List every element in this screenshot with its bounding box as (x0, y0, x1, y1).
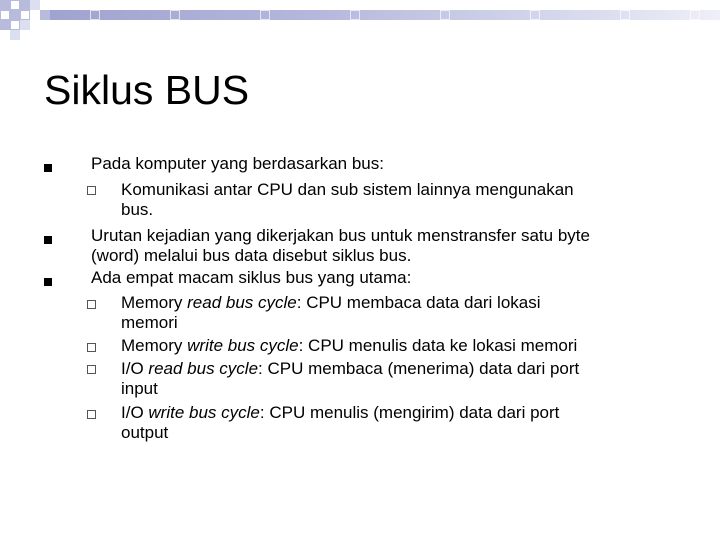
bullet-text: Urutan kejadian yang dikerjakan bus untuk menstransfer satu byte (91, 226, 590, 245)
sub-bullet-text: memori (121, 313, 178, 332)
sub-bullet-marker (87, 410, 96, 419)
bullet-marker (44, 278, 52, 286)
sub-bullet-text: output (121, 423, 169, 442)
sub-bullet-marker (87, 365, 96, 374)
sub-bullet-text: Memory write bus cycle: CPU menulis data ke lokasi memori (121, 336, 578, 355)
bullet-text: Ada empat macam siklus bus yang utama: (91, 268, 412, 287)
sub-bullet-text: input (121, 379, 158, 398)
bullet-marker (44, 164, 52, 172)
bullet-text: (word) melalui bus data disebut siklus bus. (91, 246, 412, 265)
sub-bullet-marker (87, 186, 96, 195)
slide-title: Siklus BUS (44, 67, 250, 113)
sub-bullet-marker (87, 343, 96, 352)
bullet-text: Pada komputer yang berdasarkan bus: (91, 154, 384, 173)
sub-bullet-marker (87, 300, 96, 309)
sub-bullet-text: I/O read bus cycle: CPU membaca (menerima) data dari port (121, 359, 580, 378)
sub-bullet-text: bus. (121, 200, 154, 219)
bullet-marker (44, 236, 52, 244)
sub-bullet-text: Memory read bus cycle: CPU membaca data dari lokasi (121, 293, 541, 312)
sub-bullet-text: I/O write bus cycle: CPU menulis (mengirim) data dari port (121, 403, 560, 422)
sub-bullet-text: Komunikasi antar CPU dan sub sistem lainnya mengunakan (121, 180, 574, 199)
